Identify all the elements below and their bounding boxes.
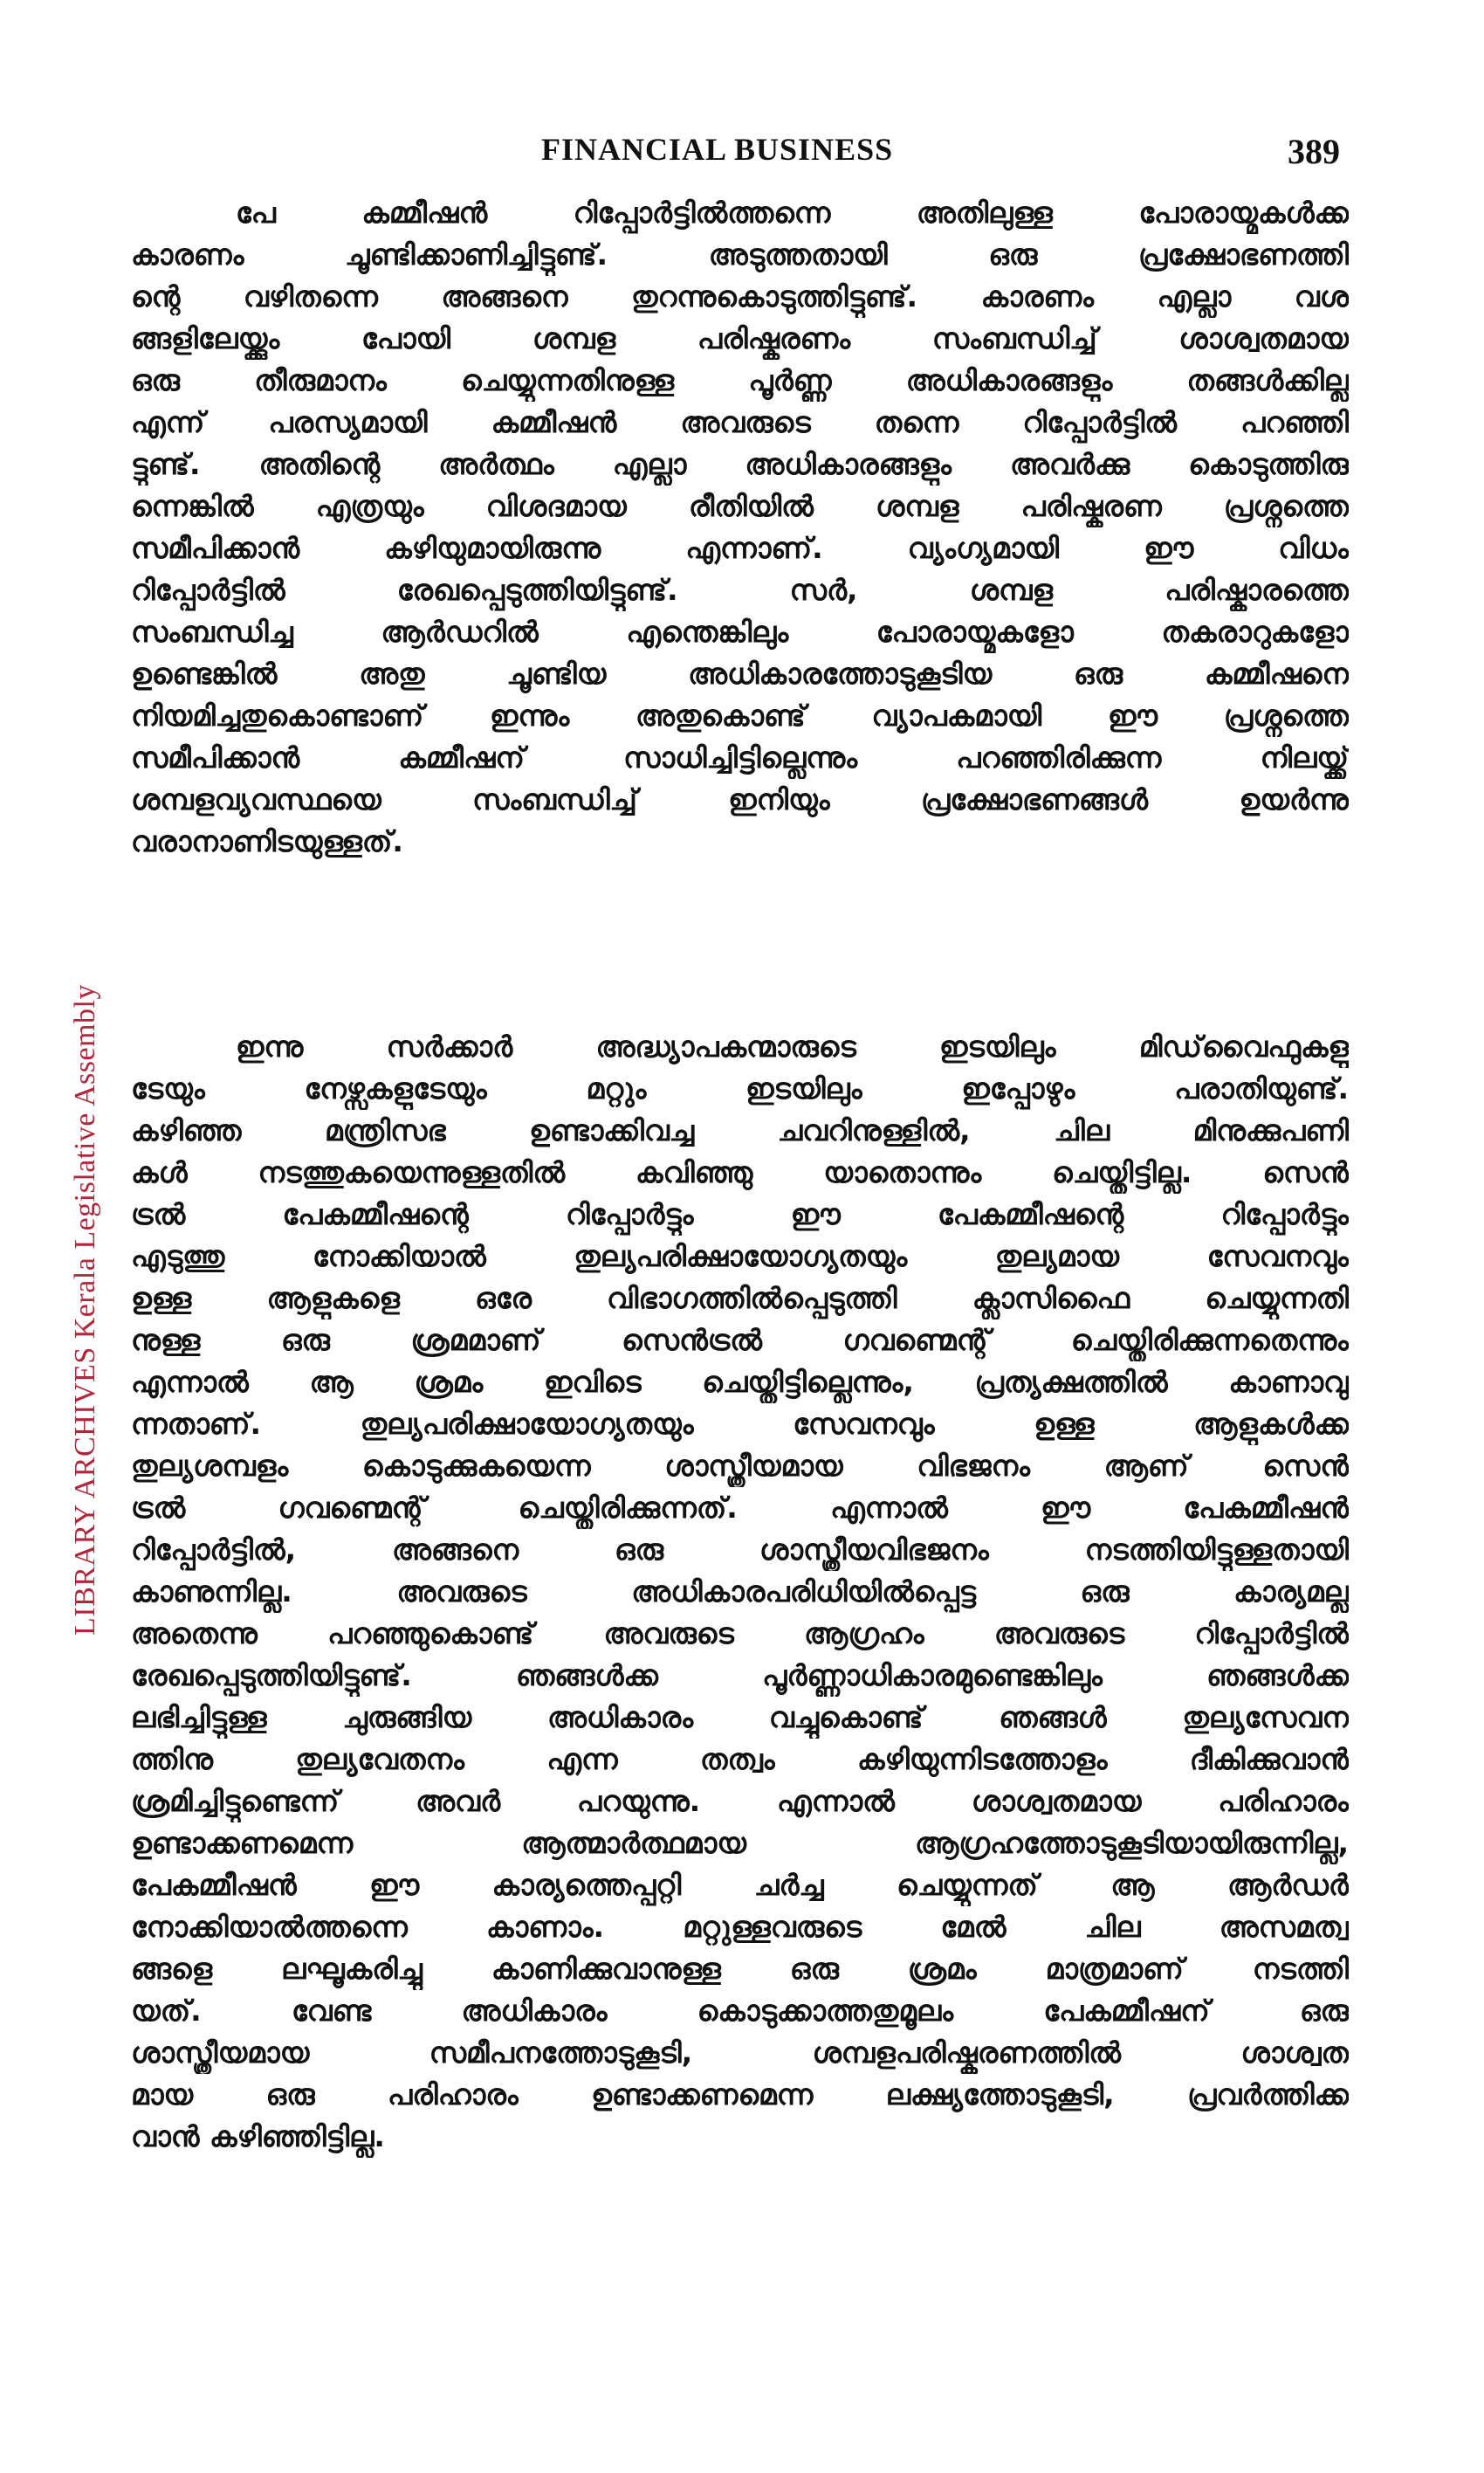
- text-line: ന്നതാണ്. തുല്യപരിക്ഷായോഗ്യതയും സേവനവും ഉള്ള ആളുകൾക്ക: [131, 1407, 1349, 1441]
- text-line: നിയമിച്ചതുകൊണ്ടാണ് ഇന്നും അതുകൊണ്ട് വ്യാപകമായി ഈ പ്രശ്നത്തെ: [131, 699, 1349, 733]
- text-line: ത്തിനു തുല്യവേതനം എന്ന തത്വം കഴിയുന്നിടത്തോളം ദീകിക്കുവാൻ: [131, 1742, 1349, 1776]
- text-line: കാരണം ചൂണ്ടിക്കാണിച്ചിട്ടുണ്ട്. അടുത്തതായി ഒരു പ്രക്ഷോഭണത്തി: [131, 238, 1349, 272]
- text-line: ഉണ്ടെങ്കിൽ അതു ചൂണ്ടിയ അധികാരത്തോടുകൂടിയ ഒരു കമ്മീഷനെ: [131, 657, 1349, 691]
- text-line: ട്രൽ പേകമ്മീഷന്റെ റിപ്പോർട്ടും ഈ പേകമ്മീഷന്റെ റിപ്പോർട്ടും: [131, 1197, 1349, 1231]
- stamp-text: LIBRARY ARCHIVES Kerala Legislative Assembly: [69, 983, 102, 1636]
- text-line: ഉണ്ടാക്കണമെന്ന ആത്മാർത്ഥമായ ആഗ്രഹത്തോടുകൂടിയായിരുന്നില്ല,: [131, 1826, 1349, 1860]
- text-line: ശമ്പളവ്യവസ്ഥയെ സംബന്ധിച്ച് ഇനിയും പ്രക്ഷോഭണങ്ങൾ ഉയർന്നു: [131, 782, 1349, 816]
- text-line: കൾ നടത്തുകയെന്നുള്ളതിൽ കവിഞ്ഞു യാതൊന്നും ചെയ്തിട്ടില്ല. സെൻ: [131, 1155, 1349, 1189]
- text-line: കഴിഞ്ഞ മന്ത്രിസഭ ഉണ്ടാക്കിവച്ച ചവറിനുള്ളിൽ, ചില മിനുക്കുപണി: [131, 1113, 1349, 1147]
- text-line: ന്റെ വഴിതന്നെ അങ്ങനെ തുറന്നുകൊടുത്തിട്ടുണ്ട്. കാരണം എല്ലാ വശ: [131, 279, 1349, 313]
- text-line: നുള്ള ഒരു ശ്രമമാണ് സെൻട്രൽ ഗവണ്മെന്റ് ചെയ്തിരിക്കുന്നതെന്നും: [131, 1323, 1349, 1357]
- text-line: നോക്കിയാൽത്തന്നെ കാണാം. മറ്റുള്ളവരുടെ മേൽ ചില അസമത്വ: [131, 1910, 1349, 1944]
- text-line: സമീപിക്കാൻ കഴിയുമായിരുന്നു എന്നാണ്. വ്യംഗ്യമായി ഈ വിധം: [131, 531, 1349, 565]
- text-line: വാൻ കഴിഞ്ഞിട്ടില്ല.: [131, 2119, 385, 2153]
- page-number: 389: [1288, 132, 1340, 171]
- library-archives-stamp: [42, 873, 129, 1746]
- text-line: സംബന്ധിച്ച ആർഡറിൽ എന്തെങ്കിലും പോരായ്മകളോ തകരാറുകളോ: [131, 615, 1349, 649]
- paragraph: [131, 1026, 1349, 2158]
- text-line: ശാസ്ത്രീയമായ സമീപനത്തോടുകൂടി, ശമ്പളപരിഷ്കരണത്തിൽ ശാശ്വത: [131, 2036, 1349, 2070]
- text-line: ഒരു തീരുമാനം ചെയ്യുന്നതിനുള്ള പൂർണ്ണ അധികാരങ്ങളും തങ്ങൾക്കില്ല: [131, 363, 1349, 397]
- text-line: മായ ഒരു പരിഹാരം ഉണ്ടാക്കണമെന്ന ലക്ഷ്യത്തോടുകൂടി, പ്രവർത്തിക്ക: [131, 2077, 1349, 2111]
- text-line: പേ കമ്മീഷൻ റിപ്പോർട്ടിൽത്തന്നെ അതിലുള്ള പോരായ്മകൾക്ക: [236, 196, 1349, 230]
- text-line: റിപ്പോർട്ടിൽ, അങ്ങനെ ഒരു ശാസ്ത്രീയവിഭജനം നടത്തിയിട്ടുള്ളതായി: [131, 1533, 1349, 1567]
- text-line: അതെന്നു പറഞ്ഞുകൊണ്ട് അവരുടെ ആഗ്രഹം അവരുടെ റിപ്പോർട്ടിൽ: [131, 1616, 1349, 1650]
- text-line: ട്ടുണ്ട്. അതിന്റെ അർത്ഥം എല്ലാ അധികാരങ്ങളും അവർക്കു കൊടുത്തിരു: [131, 447, 1349, 481]
- text-line: രേഖപ്പെടുത്തിയിട്ടുണ്ട്. ഞങ്ങൾക്ക പൂർണ്ണാധികാരമുണ്ടെങ്കിലും ഞങ്ങൾക്ക: [131, 1658, 1349, 1692]
- text-line: എന്നാൽ ആ ശ്രമം ഇവിടെ ചെയ്തിട്ടില്ലെന്നും, പ്രത്യക്ഷത്തിൽ കാണാവു: [131, 1365, 1349, 1399]
- text-line: സമീപിക്കാൻ കമ്മീഷന് സാധിച്ചിട്ടില്ലെന്നും പറഞ്ഞിരിക്കുന്ന നിലയ്ക്ക്: [131, 741, 1349, 775]
- text-line: ഉള്ള ആളുകളെ ഒരേ വിഭാഗത്തിൽപ്പെടുത്തി ക്ലാസിഫൈ ചെയ്യുന്നതി: [131, 1281, 1349, 1315]
- text-line: ഇന്നു സർക്കാർ അദ്ധ്യാപകന്മാരുടെ ഇടയിലും മിഡ്‌വൈഫുകളു: [236, 1030, 1349, 1064]
- text-line: തുല്യശമ്പളം കൊടുക്കുകയെന്ന ശാസ്ത്രീയമായ വിഭജനം ആണ് സെൻ: [131, 1449, 1349, 1483]
- text-line: വരാനാണിടയുള്ളത്.: [131, 824, 403, 858]
- text-line: ങ്ങളിലേയ്ക്കും പോയി ശമ്പള പരിഷ്കരണം സംബന്ധിച്ച് ശാശ്വതമായ: [131, 321, 1349, 355]
- text-line: കാണുന്നില്ല. അവരുടെ അധികാരപരിധിയിൽപ്പെട്ട ഒരു കാര്യമല്ല: [131, 1574, 1349, 1608]
- paragraph: [131, 192, 1349, 863]
- text-line: എടുത്തു നോക്കിയാൽ തുല്യപരിക്ഷായോഗ്യതയും തുല്യമായ സേവനവും: [131, 1239, 1349, 1273]
- text-line: ലഭിച്ചിട്ടുള്ള ചുരുങ്ങിയ അധികാരം വച്ചുകൊണ്ട് ഞങ്ങൾ തുല്യസേവന: [131, 1700, 1349, 1734]
- text-line: ടേയും നേഴ്സുകളുടേയും മറ്റും ഇടയിലും ഇപ്പോഴും പരാതിയുണ്ട്.: [131, 1071, 1349, 1106]
- text-line: ശ്രമിച്ചിട്ടുണ്ടെന്ന് അവർ പറയുന്നു. എന്നാൽ ശാശ്വതമായ പരിഹാരം: [131, 1784, 1349, 1818]
- text-line: ന്നെങ്കിൽ എത്രയും വിശദമായ രീതിയിൽ ശമ്പള പരിഷ്കരണ പ്രശ്നത്തെ: [131, 489, 1349, 523]
- text-line: പേകമ്മീഷൻ ഈ കാര്യത്തെപ്പറ്റി ചർച്ച ചെയ്യുന്നത് ആ ആർഡർ: [131, 1868, 1349, 1902]
- text-line: ട്രൽ ഗവണ്മെന്റ് ചെയ്തിരിക്കുന്നത്. എന്നാൽ ഈ പേകമ്മീഷൻ: [131, 1491, 1349, 1525]
- text-line: യത്. വേണ്ട അധികാരം കൊടുക്കാത്തതുമൂലം പേകമ്മീഷന് ഒരു: [131, 1994, 1349, 2028]
- text-line: റിപ്പോർട്ടിൽ രേഖപ്പെടുത്തിയിട്ടുണ്ട്. സർ, ശമ്പള പരിഷ്കാരത്തെ: [131, 573, 1349, 607]
- text-line: എന്ന് പരസ്യമായി കമ്മീഷൻ അവരുടെ തന്നെ റിപ്പോർട്ടിൽ പറഞ്ഞി: [131, 405, 1349, 439]
- running-title: FINANCIAL BUSINESS: [541, 132, 894, 167]
- text-line: ങ്ങളെ ലഘൂകരിച്ചു കാണിക്കുവാനുള്ള ഒരു ശ്രമം മാത്രമാണ് നടത്തി: [131, 1952, 1349, 1986]
